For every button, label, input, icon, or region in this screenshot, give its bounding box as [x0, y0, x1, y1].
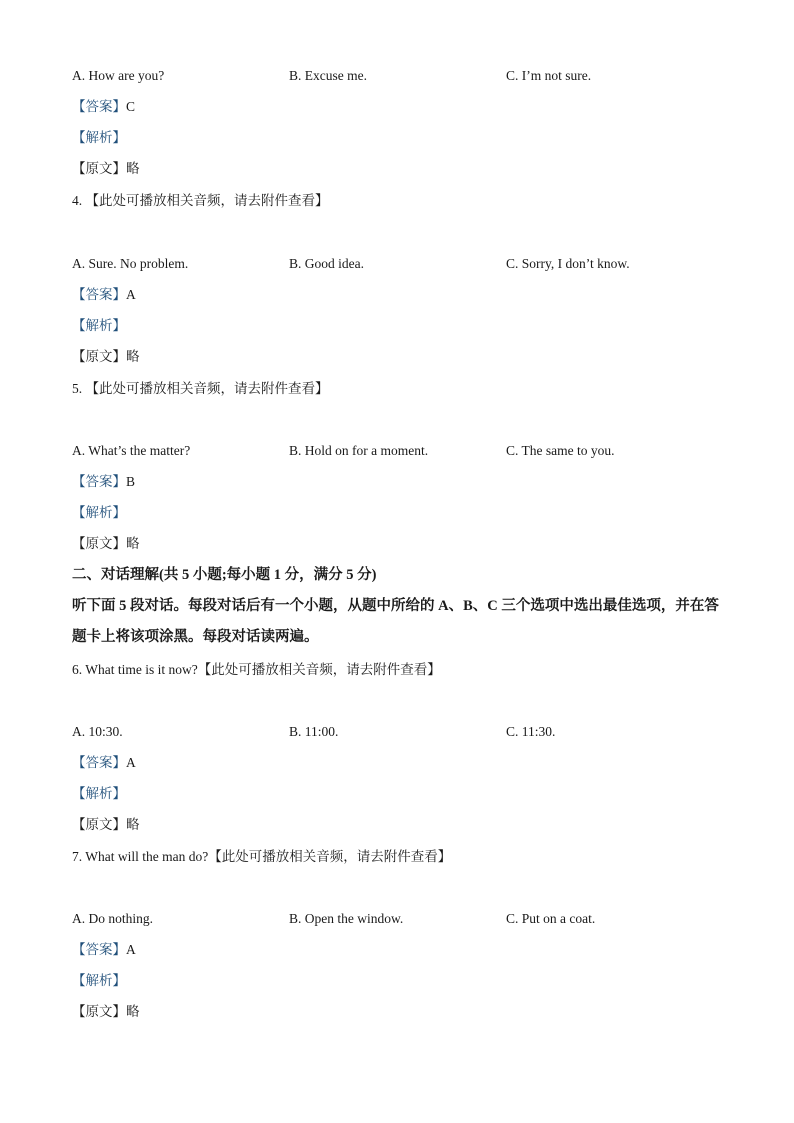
- original-label: 【原文】: [72, 536, 126, 551]
- q5-answer: [72, 473, 135, 491]
- original-value: 略: [126, 536, 140, 551]
- q6-analysis: [72, 785, 126, 803]
- q5-prompt: 5. 【此处可播放相关音频，请去附件查看】: [72, 381, 329, 396]
- q5-option-a: A. What’s the matter?: [72, 443, 191, 458]
- original-value: 略: [126, 1004, 140, 1019]
- answer-value: A: [126, 287, 136, 302]
- q7-original: [72, 1003, 140, 1021]
- q4-options: [72, 255, 722, 273]
- q5-option-b: B. Hold on for a moment.: [289, 443, 429, 458]
- q3-options: [72, 67, 722, 85]
- q6-options: [72, 723, 722, 741]
- q3-option-b: B. Excuse me.: [289, 68, 367, 83]
- q4-original: [72, 348, 140, 366]
- answer-label: 【答案】: [72, 755, 126, 770]
- q4-answer: [72, 286, 136, 304]
- answer-label: 【答案】: [72, 99, 126, 114]
- section-instruction: 听下面 5 段对话。每段对话后有一个小题，从题中所给的 A、B、C 三个选项中选出最佳选项，并在答题卡上将该项涂黑。每段对话读两遍。: [72, 598, 719, 645]
- answer-label: 【答案】: [72, 474, 126, 489]
- analysis-label: 【解析】: [72, 973, 126, 988]
- q7-prompt: 7. What will the man do?【此处可播放相关音频，请去附件查看】: [72, 849, 452, 864]
- q3-answer: [72, 98, 135, 116]
- q4-option-a: A. Sure. No problem.: [72, 256, 189, 271]
- answer-label: 【答案】: [72, 942, 126, 957]
- analysis-label: 【解析】: [72, 786, 126, 801]
- q5-original: [72, 535, 140, 553]
- q6-option-b: B. 11:00.: [289, 724, 339, 739]
- answer-value: A: [126, 942, 136, 957]
- q3-original: [72, 160, 140, 178]
- original-label: 【原文】: [72, 1004, 126, 1019]
- q3-option-c: C. I’m not sure.: [506, 68, 592, 83]
- original-value: 略: [126, 349, 140, 364]
- answer-label: 【答案】: [72, 287, 126, 302]
- q3-option-a: A. How are you?: [72, 68, 165, 83]
- q5-options: [72, 442, 722, 460]
- original-value: 略: [126, 817, 140, 832]
- answer-value: B: [126, 474, 136, 489]
- q6-option-a: A. 10:30.: [72, 724, 123, 739]
- q4-option-c: C. Sorry, I don’t know.: [506, 256, 630, 271]
- answer-value: C: [126, 99, 136, 114]
- q6-prompt: 6. What time is it now?【此处可播放相关音频，请去附件查看】: [72, 662, 441, 677]
- original-label: 【原文】: [72, 817, 126, 832]
- q4-prompt: 4. 【此处可播放相关音频，请去附件查看】: [72, 193, 329, 208]
- q5-option-c: C. The same to you.: [506, 443, 615, 458]
- q6-original: [72, 816, 140, 834]
- q7-option-c: C. Put on a coat.: [506, 911, 596, 926]
- q3-analysis: [72, 129, 126, 147]
- answer-value: A: [126, 755, 136, 770]
- original-value: 略: [126, 161, 140, 176]
- section-heading: 二、对话理解(共 5 小题;每小题 1 分，满分 5 分): [72, 567, 377, 583]
- analysis-label: 【解析】: [72, 505, 126, 520]
- q5-analysis: [72, 504, 126, 522]
- q7-analysis: [72, 972, 126, 990]
- original-label: 【原文】: [72, 161, 126, 176]
- q7-options: [72, 910, 722, 928]
- analysis-label: 【解析】: [72, 130, 126, 145]
- q4-analysis: [72, 317, 126, 335]
- analysis-label: 【解析】: [72, 318, 126, 333]
- q7-answer: [72, 941, 136, 959]
- q7-option-a: A. Do nothing.: [72, 911, 153, 926]
- q6-option-c: C. 11:30.: [506, 724, 556, 739]
- q4-option-b: B. Good idea.: [289, 256, 364, 271]
- original-label: 【原文】: [72, 349, 126, 364]
- q6-answer: [72, 754, 136, 772]
- q7-option-b: B. Open the window.: [289, 911, 404, 926]
